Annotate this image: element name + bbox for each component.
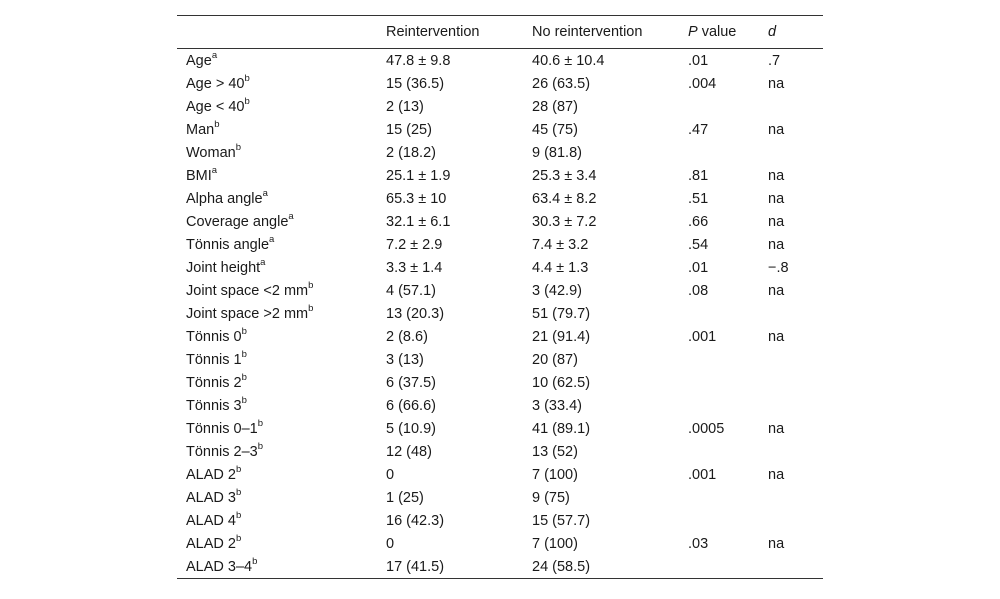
table-row: [177, 279, 823, 302]
p-value-cell: .001: [688, 328, 717, 345]
no-reintervention-cell: 41 (89.1): [532, 420, 591, 437]
header-reintervention: Reintervention: [386, 24, 480, 40]
footnote-marker: a: [262, 187, 268, 199]
row-label: Age > 40: [186, 75, 245, 92]
no-reintervention-cell: 7 (100): [532, 535, 578, 552]
footnote-marker: b: [214, 118, 220, 130]
table-row: [177, 233, 823, 256]
footnote-marker: a: [269, 233, 275, 245]
d-cell: [768, 440, 823, 463]
footnote-marker: b: [241, 371, 247, 383]
no-reintervention-cell: 63.4 ± 8.2: [532, 190, 597, 207]
footnote-marker: b: [241, 348, 247, 360]
header-p-value: [688, 16, 768, 49]
no-reintervention-cell: 28 (87): [532, 98, 578, 115]
row-label: BMI: [186, 167, 212, 184]
row-label-cell: [177, 95, 386, 118]
reintervention-cell: 0: [386, 466, 395, 483]
table-row: [177, 187, 823, 210]
row-label: Tönnis 0–1: [186, 420, 258, 437]
reintervention-cell: 3 (13): [386, 351, 424, 368]
no-reintervention-cell: 4.4 ± 1.3: [532, 259, 589, 276]
row-label-cell: [177, 325, 386, 348]
header-label: [177, 16, 386, 49]
row-label-cell: [177, 302, 386, 325]
table-row: [177, 256, 823, 279]
d-cell: [768, 486, 823, 509]
d-cell: na: [768, 121, 785, 138]
table-row: [177, 371, 823, 394]
table-row: [177, 325, 823, 348]
reintervention-cell: 15 (36.5): [386, 75, 445, 92]
footnote-marker: b: [235, 532, 242, 544]
data-table: [177, 15, 823, 579]
row-label: ALAD 3: [186, 489, 236, 506]
row-label-cell: [177, 210, 386, 233]
table-row: [177, 49, 823, 73]
table-header-row: [177, 16, 823, 49]
p-value-cell: .81: [688, 167, 709, 184]
row-label-cell: [177, 440, 386, 463]
reintervention-cell: 6 (66.6): [386, 397, 436, 414]
no-reintervention-cell: 51 (79.7): [532, 305, 591, 322]
table-row: [177, 210, 823, 233]
reintervention-cell: 25.1 ± 1.9: [386, 167, 451, 184]
header-d: d: [768, 24, 777, 40]
d-cell: −.8: [768, 259, 789, 276]
no-reintervention-cell: 9 (75): [532, 489, 570, 506]
p-value-cell: [688, 394, 768, 417]
row-label: Tönnis 1: [186, 351, 242, 368]
d-cell: [768, 348, 823, 371]
no-reintervention-cell: 24 (58.5): [532, 558, 591, 575]
p-value-cell: [688, 141, 768, 164]
row-label: Age < 40: [186, 98, 245, 115]
table-row: [177, 417, 823, 440]
table-row: [177, 486, 823, 509]
reintervention-cell: 3.3 ± 1.4: [386, 259, 443, 276]
footnote-marker: a: [211, 49, 218, 61]
p-value-cell: .01: [688, 52, 709, 69]
row-label: Joint height: [186, 259, 261, 276]
row-label-cell: [177, 486, 386, 509]
row-label: Tönnis 0: [186, 328, 242, 345]
table-body: [177, 49, 823, 579]
table-row: [177, 72, 823, 95]
header-p-italic: P: [688, 24, 698, 40]
footnote-marker: b: [235, 463, 242, 475]
d-cell: .7: [768, 52, 781, 69]
no-reintervention-cell: 21 (91.4): [532, 328, 591, 345]
p-value-cell: [688, 440, 768, 463]
table-row: [177, 394, 823, 417]
header-p-rest: value: [697, 24, 737, 40]
d-cell: [768, 394, 823, 417]
row-label-cell: [177, 348, 386, 371]
table-row: [177, 509, 823, 532]
footnote-marker: b: [241, 325, 247, 337]
header-no-reintervention: No reintervention: [532, 24, 643, 40]
reintervention-cell: 65.3 ± 10: [386, 190, 447, 207]
no-reintervention-cell: 15 (57.7): [532, 512, 591, 529]
reintervention-cell: 7.2 ± 2.9: [386, 236, 443, 253]
table-row: [177, 348, 823, 371]
row-label: ALAD 2: [186, 535, 236, 552]
row-label-cell: [177, 555, 386, 579]
d-cell: na: [768, 420, 785, 437]
row-label-cell: [177, 187, 386, 210]
p-value-cell: .01: [688, 259, 709, 276]
no-reintervention-cell: 45 (75): [532, 121, 578, 138]
no-reintervention-cell: 25.3 ± 3.4: [532, 167, 597, 184]
table-row: [177, 532, 823, 555]
row-label: Man: [186, 121, 215, 138]
reintervention-cell: 2 (18.2): [386, 144, 436, 161]
footnote-marker: b: [252, 555, 258, 567]
row-label: Joint space >2 mm: [186, 305, 309, 322]
row-label: Tönnis angle: [186, 236, 270, 253]
p-value-cell: .0005: [688, 420, 725, 437]
no-reintervention-cell: 7.4 ± 3.2: [532, 236, 589, 253]
row-label-cell: [177, 72, 386, 95]
footnote-marker: b: [235, 486, 242, 498]
reintervention-cell: 12 (48): [386, 443, 432, 460]
d-cell: na: [768, 466, 785, 483]
footnote-marker: b: [241, 394, 247, 406]
d-cell: [768, 371, 823, 394]
table-row: [177, 118, 823, 141]
p-value-cell: [688, 509, 768, 532]
reintervention-cell: 2 (13): [386, 98, 424, 115]
p-value-cell: .54: [688, 236, 709, 253]
d-cell: na: [768, 535, 785, 552]
reintervention-cell: 47.8 ± 9.8: [386, 52, 451, 69]
reintervention-cell: 16 (42.3): [386, 512, 445, 529]
p-value-cell: .66: [688, 213, 709, 230]
no-reintervention-cell: 26 (63.5): [532, 75, 591, 92]
no-reintervention-cell: 7 (100): [532, 466, 578, 483]
no-reintervention-cell: 3 (33.4): [532, 397, 582, 414]
p-value-cell: .004: [688, 75, 717, 92]
row-label-cell: [177, 233, 386, 256]
reintervention-cell: 15 (25): [386, 121, 432, 138]
reintervention-cell: 32.1 ± 6.1: [386, 213, 451, 230]
reintervention-cell: 1 (25): [386, 489, 424, 506]
p-value-cell: .001: [688, 466, 717, 483]
row-label: Alpha angle: [186, 190, 263, 207]
no-reintervention-cell: 9 (81.8): [532, 144, 582, 161]
d-cell: [768, 302, 823, 325]
row-label-cell: [177, 394, 386, 417]
p-value-cell: [688, 302, 768, 325]
table-row: [177, 164, 823, 187]
row-label-cell: [177, 141, 386, 164]
footnote-marker: a: [260, 256, 266, 268]
p-value-cell: [688, 95, 768, 118]
row-label-cell: [177, 279, 386, 302]
row-label: Tönnis 2: [186, 374, 242, 391]
table-row: [177, 555, 823, 579]
d-cell: [768, 95, 823, 118]
d-cell: [768, 555, 823, 579]
reintervention-cell: 2 (8.6): [386, 328, 428, 345]
d-cell: na: [768, 75, 785, 92]
d-cell: na: [768, 328, 785, 345]
row-label-cell: [177, 118, 386, 141]
footnote-marker: b: [257, 440, 264, 452]
p-value-cell: [688, 555, 768, 579]
p-value-cell: [688, 371, 768, 394]
table-row: [177, 141, 823, 164]
d-cell: na: [768, 213, 785, 230]
p-value-cell: [688, 486, 768, 509]
d-cell: [768, 141, 823, 164]
p-value-cell: .08: [688, 282, 709, 299]
p-value-cell: .47: [688, 121, 709, 138]
data-table-container: [177, 15, 823, 579]
footnote-marker: b: [244, 95, 250, 107]
row-label: Coverage angle: [186, 213, 289, 230]
table-row: [177, 302, 823, 325]
footnote-marker: b: [235, 509, 242, 521]
footnote-marker: b: [244, 72, 250, 84]
d-cell: na: [768, 282, 785, 299]
table-row: [177, 440, 823, 463]
reintervention-cell: 6 (37.5): [386, 374, 436, 391]
row-label-cell: [177, 417, 386, 440]
row-label: ALAD 4: [186, 512, 236, 529]
row-label: ALAD 2: [186, 466, 236, 483]
reintervention-cell: 4 (57.1): [386, 282, 436, 299]
table-row: [177, 95, 823, 118]
reintervention-cell: 17 (41.5): [386, 558, 445, 575]
row-label: Woman: [186, 144, 236, 161]
d-cell: na: [768, 236, 785, 253]
p-value-cell: .03: [688, 535, 709, 552]
row-label: Age: [186, 52, 212, 69]
no-reintervention-cell: 3 (42.9): [532, 282, 582, 299]
d-cell: [768, 509, 823, 532]
row-label: Joint space <2 mm: [186, 282, 309, 299]
row-label-cell: [177, 256, 386, 279]
row-label-cell: [177, 463, 386, 486]
d-cell: na: [768, 167, 785, 184]
reintervention-cell: 13 (20.3): [386, 305, 445, 322]
row-label-cell: [177, 509, 386, 532]
no-reintervention-cell: 10 (62.5): [532, 374, 591, 391]
row-label: Tönnis 3: [186, 397, 242, 414]
row-label-cell: [177, 532, 386, 555]
no-reintervention-cell: 20 (87): [532, 351, 578, 368]
footnote-marker: b: [235, 141, 241, 153]
footnote-marker: b: [308, 302, 314, 314]
no-reintervention-cell: 30.3 ± 7.2: [532, 213, 597, 230]
p-value-cell: [688, 348, 768, 371]
p-value-cell: .51: [688, 190, 709, 207]
row-label-cell: [177, 164, 386, 187]
d-cell: na: [768, 190, 785, 207]
footnote-marker: b: [257, 417, 264, 429]
footnote-marker: b: [308, 279, 314, 291]
row-label-cell: [177, 371, 386, 394]
no-reintervention-cell: 13 (52): [532, 443, 578, 460]
reintervention-cell: 5 (10.9): [386, 420, 436, 437]
reintervention-cell: 0: [386, 535, 395, 552]
no-reintervention-cell: 40.6 ± 10.4: [532, 52, 605, 69]
row-label: Tönnis 2–3: [186, 443, 258, 460]
footnote-marker: a: [288, 210, 294, 222]
table-row: [177, 463, 823, 486]
footnote-marker: a: [211, 164, 218, 176]
row-label: ALAD 3–4: [186, 558, 253, 575]
row-label-cell: [177, 49, 386, 73]
